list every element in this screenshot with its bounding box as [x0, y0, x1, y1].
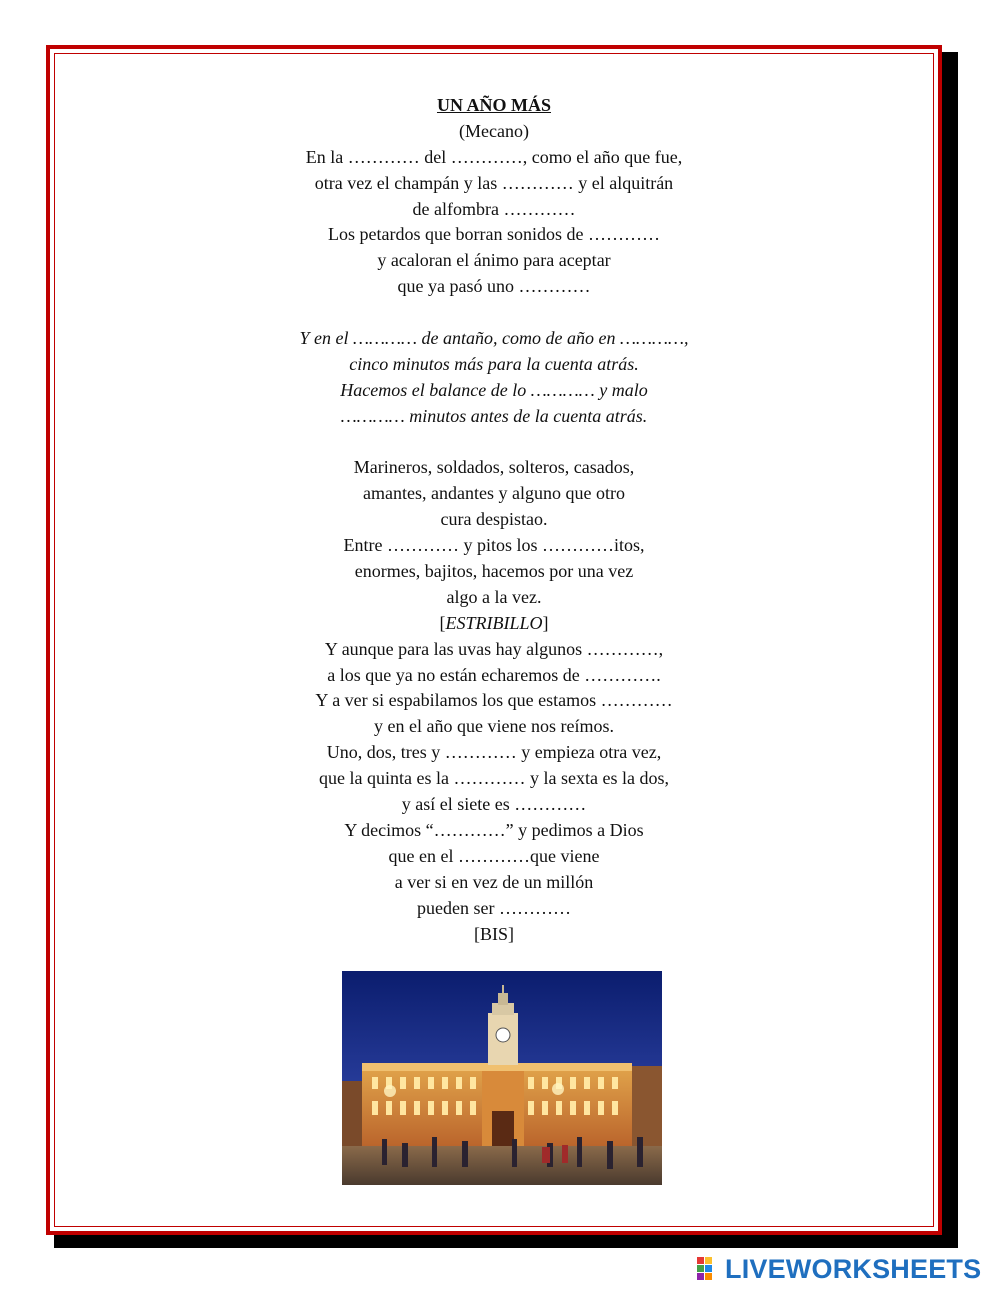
- lyric-line: Entre ………… y pitos los …………itos,: [343, 535, 645, 556]
- lyric-line: Y aunque para las uvas hay algunos …………,: [324, 638, 664, 659]
- song-title: UN AÑO MÁS: [436, 95, 551, 115]
- lyric-line: Los petardos que borran sonidos de …………: [328, 224, 660, 245]
- lyric-line: pueden ser …………: [417, 897, 571, 918]
- lyric-line: a ver si en vez de un millón: [394, 871, 594, 892]
- lyric-line: Y decimos “…………” y pedimos a Dios: [344, 819, 644, 840]
- lyric-line: que la quinta es la ………… y la sexta es la dos,: [319, 768, 669, 789]
- lyric-line: Y a ver si espabilamos los que estamos …………: [315, 690, 673, 711]
- lyric-line: Uno, dos, tres y ………… y empieza otra vez,: [326, 742, 662, 763]
- lyric-line: Marineros, soldados, solteros, casados,: [353, 457, 635, 478]
- song-lyrics: [50, 93, 938, 947]
- lyric-line: de alfombra …………: [412, 198, 576, 219]
- worksheet-frame: [46, 45, 942, 1235]
- estribillo-label: ESTRIBILLO: [445, 612, 543, 633]
- puerta-del-sol-photo: [342, 971, 662, 1185]
- lyric-line: y así el siete es …………: [401, 794, 587, 815]
- bis-marker: [BIS]: [474, 923, 514, 944]
- lyric-line: que ya pasó uno …………: [397, 276, 591, 297]
- lyric-line: cura despistao.: [440, 509, 548, 530]
- chorus-line: Y en el ………… de antaño, como de año en …………,: [299, 328, 689, 349]
- chorus-line: ………… minutos antes de la cuenta atrás.: [340, 405, 648, 426]
- brand-name: LIVEWORKSHEETS: [725, 1253, 982, 1284]
- song-artist: (Mecano): [459, 120, 529, 141]
- lyric-line: En la ………… del …………, como el año que fue,: [305, 146, 683, 167]
- lyric-line: enormes, bajitos, hacemos por una vez: [354, 561, 634, 582]
- estribillo-marker: [ESTRIBILLO]: [439, 612, 549, 633]
- liveworksheets-brand[interactable]: [697, 1254, 981, 1284]
- lyric-line: a los que ya no están echaremos de ………….: [327, 664, 661, 685]
- lyric-line: otra vez el champán y las ………… y el alquitrán: [314, 172, 674, 193]
- liveworksheets-logo-icon: [697, 1257, 721, 1281]
- chorus-line: cinco minutos más para la cuenta atrás.: [349, 353, 639, 374]
- chorus-line: Hacemos el balance de lo ………… y malo: [340, 379, 648, 400]
- lyric-line: y acaloran el ánimo para aceptar: [377, 250, 611, 271]
- lyric-line: amantes, andantes y alguno que otro: [363, 483, 625, 504]
- lyric-line: algo a la vez.: [446, 586, 542, 607]
- lyric-line: que en el …………que viene: [388, 845, 600, 866]
- lyric-line: y en el año que viene nos reímos.: [374, 716, 614, 737]
